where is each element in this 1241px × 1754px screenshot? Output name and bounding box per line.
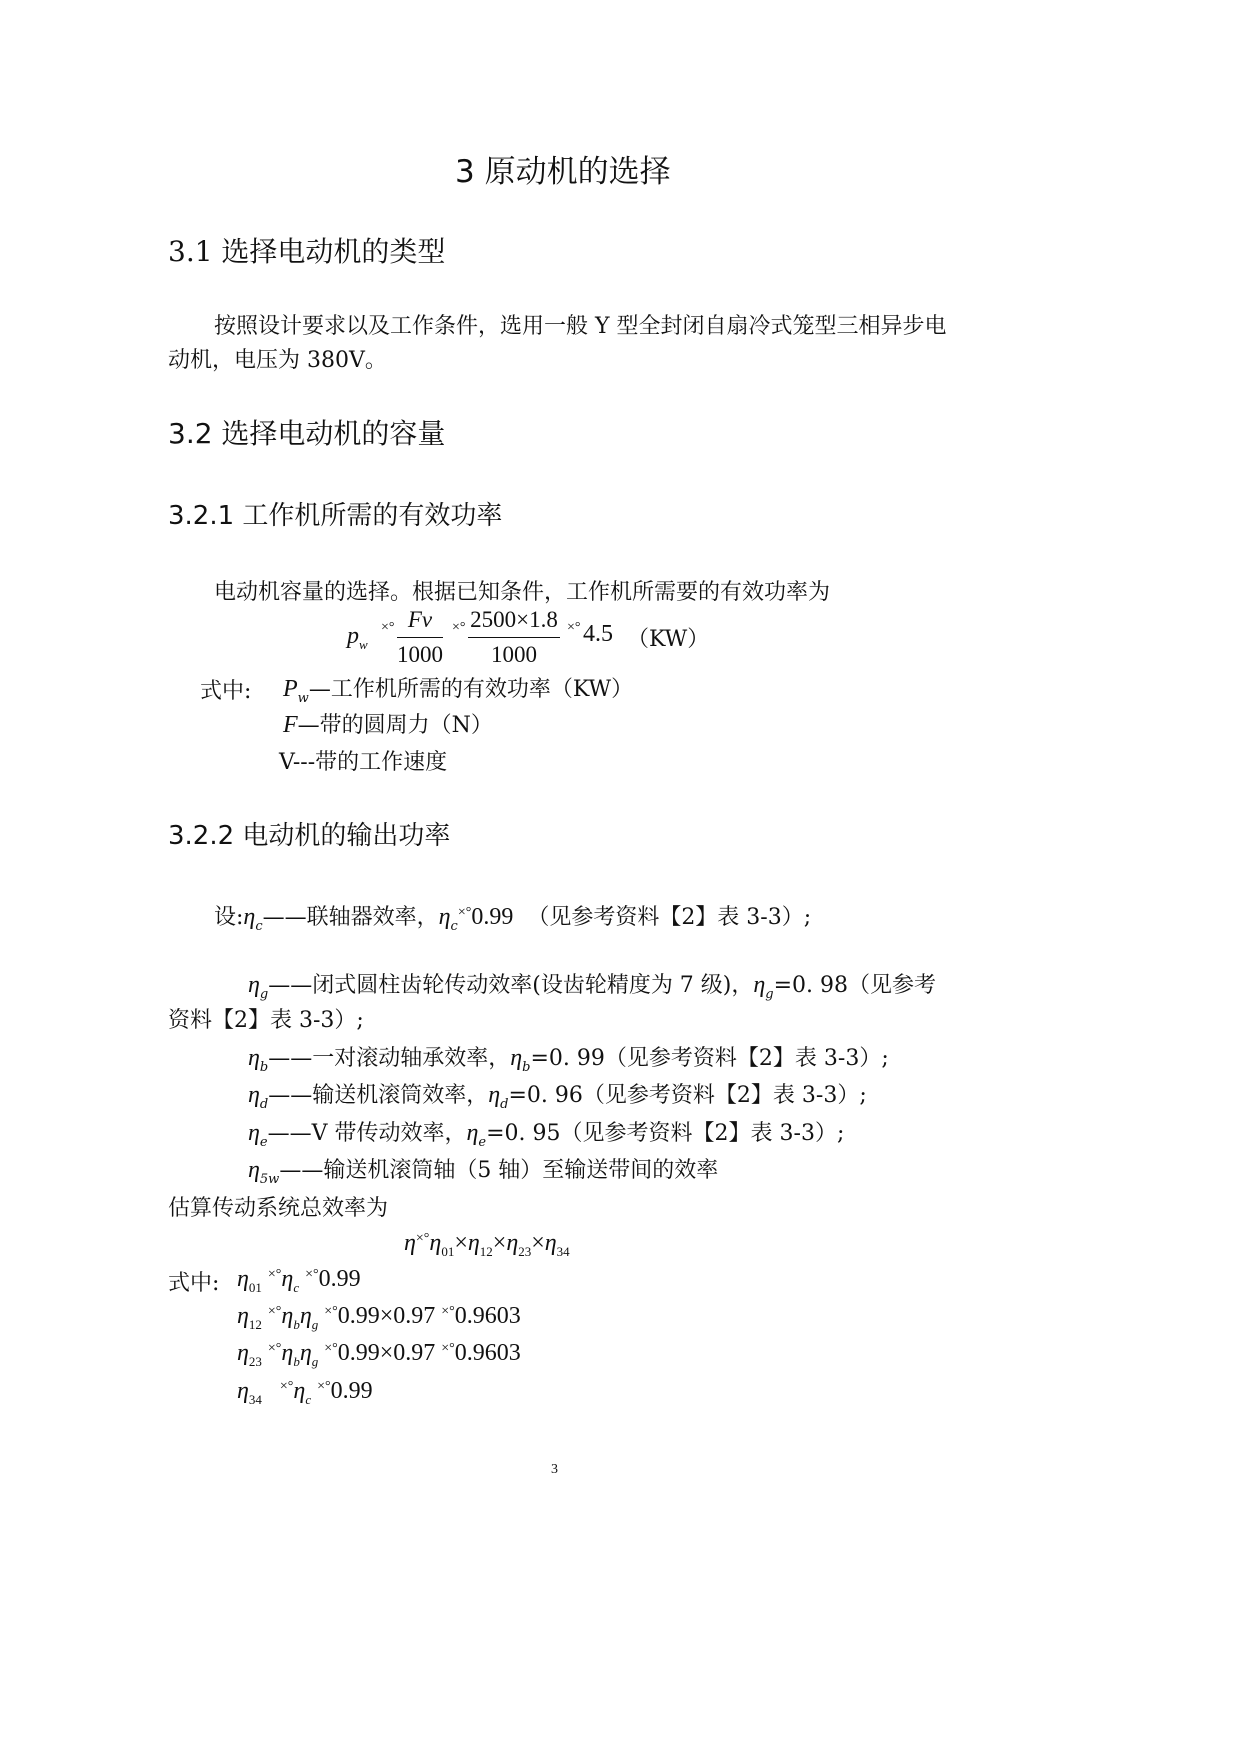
eq3-mid: 0.99×0.97 xyxy=(337,1340,436,1366)
section-heading-3-2: 3.2 选择电动机的容量 xyxy=(168,417,446,450)
eq4-sub: 34 xyxy=(248,1392,262,1407)
total-eq-glyph: ×° xyxy=(415,1231,430,1246)
eq3-value: 0.9603 xyxy=(454,1340,521,1366)
line-3-sub-2: b xyxy=(522,1060,531,1075)
efficiency-line-2: $\eta_g——$闭式圆柱齿轮传动效率(设齿轮精度为 7 级)，$\eta_g=0$. 98（见参考 xyxy=(248,972,937,1002)
formula-unit: （KW） xyxy=(627,627,710,652)
formula-result: 4.5 xyxy=(583,621,613,647)
eq4-glyph-1: ×° xyxy=(279,1379,294,1394)
formula-fraction-2 xyxy=(468,605,560,670)
page-title: 3 原动机的选择 xyxy=(455,154,671,190)
total-times-3: × xyxy=(531,1230,545,1256)
eta-12-equation: $\eta_{12}$ $^{\times^\circ}\eta_b\eta_g$ ×°0.99×0.97 ×°0.9603 xyxy=(237,1303,521,1332)
total-eta: η xyxy=(404,1230,416,1256)
efficiency-line-4: $\eta_d——$输送机滚筒效率，$\eta_d=0$. 96（见参考资料【2】表 3-3）; xyxy=(248,1082,867,1112)
section-heading-3-2-1: 3.2.1 工作机所需的有效功率 xyxy=(168,501,503,531)
definition-pw-sub: w xyxy=(297,691,309,706)
eq3-sub: 23 xyxy=(248,1354,262,1369)
fraction-2-numerator: 2500×1.8 xyxy=(470,607,558,632)
eq2-glyph-1: ×° xyxy=(267,1304,282,1319)
definition-v: V---带的工作速度 xyxy=(279,750,448,775)
eq1-glyph-2: ×° xyxy=(305,1267,319,1282)
line-1-sub-2: c xyxy=(450,919,458,934)
line-3-value: =0. 99（见参考资料【2】表 3-3）; xyxy=(530,1046,889,1071)
efficiency-line-2-continued: 资料【2】表 3-3）; xyxy=(168,1008,364,1033)
definition-f-symbol: F xyxy=(283,712,298,738)
line-4-sub-2: d xyxy=(500,1097,509,1112)
estimate-text: 估算传动系统总效率为 xyxy=(168,1196,389,1221)
eq3-glyph-2: ×° xyxy=(324,1341,338,1356)
eq2-glyph-2: ×° xyxy=(324,1304,338,1319)
line-4-sub: d xyxy=(259,1097,269,1112)
total-efficiency-formula: $\eta^{\times^\circ}\eta_{01}\times\eta_{12}\times\eta_{23}\times\eta_{34}$ xyxy=(404,1230,570,1259)
total-times-2: × xyxy=(492,1230,507,1256)
eq2-glyph-3: ×° xyxy=(441,1304,455,1319)
definition-f xyxy=(283,708,493,739)
formula-p-sub: w xyxy=(359,637,368,652)
eq2-sub: 12 xyxy=(248,1317,262,1332)
efficiency-line-5: $\eta_e——V$ 带传动效率，$\eta_e=0$. 95（见参考资料【2】表 3-3）; xyxy=(248,1120,845,1150)
formula-fraction-1 xyxy=(397,605,443,670)
page-number: 3 xyxy=(551,1462,558,1477)
definition-pw-symbol: P xyxy=(283,676,298,702)
eq2-mid: 0.99×0.97 xyxy=(337,1303,436,1329)
total-sub-34: 34 xyxy=(556,1244,570,1259)
total-sub-01: 01 xyxy=(441,1244,455,1259)
total-times-1: × xyxy=(454,1230,468,1256)
line-2-sub: g xyxy=(259,987,269,1002)
formula-eq-glyph-2: ×° xyxy=(452,620,466,635)
section-3-1-paragraph-line-2: 动机，电压为 380V。 xyxy=(168,348,387,373)
line-5-sub-2: e xyxy=(478,1135,487,1150)
eq2-sub-g: g xyxy=(311,1317,319,1332)
section-3-2-1-intro: 电动机容量的选择。根据已知条件，工作机所需要的有效功率为 xyxy=(214,580,831,605)
section-heading-3-2-2: 3.2.2 电动机的输出功率 xyxy=(168,821,451,851)
fraction-1-denominator: 1000 xyxy=(397,642,443,667)
line-4-text: ——输送机滚筒效率， xyxy=(268,1083,489,1108)
eq4-glyph-2: ×° xyxy=(317,1379,331,1394)
line-2-value: =0. 98（见参考 xyxy=(773,973,937,998)
section-heading-3-1 xyxy=(168,230,445,270)
line-2-sub-2: g xyxy=(765,987,774,1002)
line-3-sub: b xyxy=(259,1060,269,1075)
eq4-value: 0.99 xyxy=(330,1378,373,1404)
section-3-1-paragraph-line-1: 按照设计要求以及工作条件，选用一般 Y 型全封闭自扇冷式笼型三相异步电 xyxy=(214,314,947,339)
eta-23-equation: $\eta_{23}$ $^{\times^\circ}\eta_b\eta_g$ ×°0.99×0.97 ×°0.9603 xyxy=(237,1340,521,1369)
eq2-value: 0.9603 xyxy=(454,1303,521,1329)
fraction-2-denominator: 1000 xyxy=(491,642,537,667)
where-label-1: 式中: xyxy=(200,679,252,704)
eq1-value: 0.99 xyxy=(318,1266,361,1292)
line-1-eq-glyph: ×° xyxy=(457,905,472,920)
line-1-sub: c xyxy=(255,919,263,934)
eq1-glyph-1: ×° xyxy=(267,1267,282,1282)
definition-pw xyxy=(283,672,634,706)
eq3-glyph-1: ×° xyxy=(267,1341,282,1356)
line-4-value: =0. 96（见参考资料【2】表 3-3）; xyxy=(508,1083,867,1108)
eq4-sub-c: c xyxy=(305,1392,312,1407)
line-2-text: ——闭式圆柱齿轮传动效率(设齿轮精度为 7 级)， xyxy=(268,973,754,998)
fraction-1-numerator: Fv xyxy=(407,607,433,632)
line-1-value: 0.99 xyxy=(471,904,514,930)
line-1-ref: （见参考资料【2】表 3-3）; xyxy=(527,905,812,930)
definition-pw-text: —工作机所需的有效功率（KW） xyxy=(308,677,634,702)
line-5-text: ——V 带传动效率， xyxy=(267,1121,467,1146)
line-3-text: ——一对滚动轴承效率， xyxy=(268,1046,511,1071)
eq1-sub-c: c xyxy=(293,1280,300,1295)
line-5-value: =0. 95（见参考资料【2】表 3-3）; xyxy=(486,1121,845,1146)
fraction-1-bar xyxy=(397,637,443,638)
total-sub-23: 23 xyxy=(518,1244,532,1259)
fraction-2-bar xyxy=(468,637,560,638)
line-1-prefix: 设: xyxy=(214,905,244,930)
line-6-text: ——输送机滚筒轴（5 轴）至输送带间的效率 xyxy=(279,1158,719,1183)
section-3-1-heading-text: 3.1 选择电动机的类型 xyxy=(168,235,446,268)
formula-eq-glyph-1: ×° xyxy=(381,620,395,635)
definition-f-text: —带的圆周力（N） xyxy=(297,713,493,738)
efficiency-line-1: 设$:\eta_c——$联轴器效率，$\eta_c^{\times^\circ}0.99$ （见参考资料【2】表 3-3）; xyxy=(214,904,812,934)
line-1-text: ——联轴器效率， xyxy=(262,905,439,930)
eq3-sub-g: g xyxy=(311,1354,319,1369)
efficiency-line-6: $\eta_{5w}——$输送机滚筒轴（5 轴）至输送带间的效率 xyxy=(248,1157,719,1187)
formula-p-symbol xyxy=(347,623,368,650)
formula-p: p xyxy=(347,623,359,649)
eq3-glyph-3: ×° xyxy=(441,1341,455,1356)
eq1-sub: 01 xyxy=(248,1280,262,1295)
total-sub-12: 12 xyxy=(479,1244,493,1259)
eta-01-equation: $\eta_{01}$ $^{\times^\circ}\eta_c$ ×°0.99 xyxy=(237,1266,361,1295)
eta-34-equation: $\eta_{34}$ $^{\times^\circ}\eta_c$ ×°0.99 xyxy=(237,1378,373,1407)
where-label-2: 式中: xyxy=(168,1271,220,1296)
efficiency-line-3: $\eta_b——$一对滚动轴承效率，$\eta_b=0$. 99（见参考资料【2】表 3-3）; xyxy=(248,1045,889,1075)
line-6-sub: 5w xyxy=(259,1172,280,1187)
eq2-sub-b: b xyxy=(293,1317,300,1332)
eq3-sub-b: b xyxy=(293,1354,300,1369)
formula-eq-glyph-3: ×° xyxy=(567,620,581,635)
line-5-sub: e xyxy=(259,1135,268,1150)
